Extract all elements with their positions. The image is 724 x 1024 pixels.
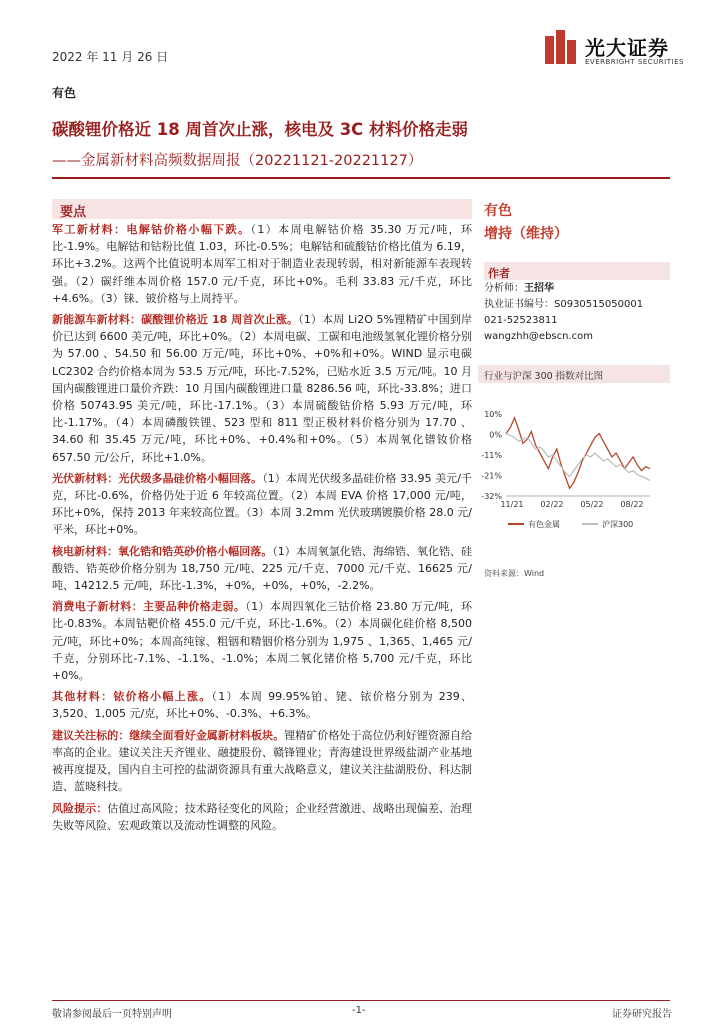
x-tick-label: 11/21 <box>500 500 524 509</box>
phone-number: 021-52523811 <box>484 315 558 326</box>
legend-label: 沪深300 <box>602 520 634 529</box>
index-comparison-chart <box>478 400 672 540</box>
chart-header <box>478 365 670 383</box>
author-heading: 作者 <box>488 267 510 280</box>
paragraph <box>52 543 472 595</box>
paragraph-text: （1）本周光伏级多晶硅价格 33.95 美元/千克，环比-0.6%，价格仍处于近 6 年较高位置。（2）本周 EVA 价格 17,000 元/吨，环比+0%，保持 2013 年来较高位置。（3）本周 3.2mm 光伏玻璃镀膜价格 28.0 元/平米，环比+0%。 <box>52 471 472 537</box>
chart-source: 资料来源：Wind <box>484 569 545 578</box>
paragraph-text: 估值过高风险；技术路径变化的风险；企业经营激进、战略出现偏差、治理失败等风险、宏观政策以及流动性调整的风险。 <box>52 801 473 832</box>
footer-divider <box>52 1000 670 1001</box>
analyst-name: 王招华 <box>524 283 554 294</box>
paragraph-lead: 消费电子新材料：主要品种价格走弱。 <box>52 600 246 614</box>
paragraph-text: （1）本周 99.95%铂、铑、铱价格分别为 239、3,520、1,005 元/克，环比+0%、-0.3%、+6.3%。 <box>52 690 472 721</box>
license-number: 执业证书编号：S0930515050001 <box>484 299 644 310</box>
paragraph <box>52 311 472 466</box>
y-tick-label: -32% <box>481 492 502 501</box>
x-tick-label: 02/22 <box>540 500 564 509</box>
logo-text-en: EVERBRIGHT SECURITIES <box>585 58 684 66</box>
paragraph <box>52 221 472 307</box>
email: wangzhh@ebscn.com <box>484 331 593 342</box>
paragraph-lead: 新能源车新材料：碳酸锂价格近 18 周首次止涨。 <box>52 313 299 327</box>
page-number: -1- <box>352 1005 366 1016</box>
paragraph-text: （1）本周 Li2O 5%锂精矿中国到岸价已达到 6600 美元/吨，环比+0%。（2）本周电碳、工碳和电池级氢氧化锂价格分别为 57.00 、54.50 和 56.00 万元/吨，环比+0%、+0%和+0%。WIND 显示电碳 LC2302 合约价格本周为 53.5 万元/吨，环比-7.52%，已贴水近 3.5 万元/吨。10 月国内碳酸锂进口量价齐跌：10 月国内碳酸锂进口量 8286.56 吨，环比-33.8%；进口价格 50743.95 美元/吨，环比-17.1%。（3）本周硫酸钴价格 5.93 万元/吨，环比-1.17%。（4）本周磷酸铁锂、523 型和 811 型正极材料价格分别为 17.70 、34.60 和 35.45 万元/吨，环比+0%、+0.4%和+0%。（5）本周氧化镨钕价格 657.50 元/公斤，环比+1.0%。 <box>52 313 472 464</box>
rating: 增持（维持） <box>484 226 568 242</box>
footer-disclaimer: 敬请参阅最后一页特别声明 <box>52 1009 172 1020</box>
industry-label: 有色 <box>52 86 77 100</box>
report-title: 碳酸锂价格近 18 周首次止涨，核电及 3C 材料价格走弱 <box>52 120 469 139</box>
paragraph <box>52 688 472 722</box>
paragraph-text: （1）本周氧氯化锆、海绵锆、氧化锆、硅酸锆、锆英砂价格分别为 18,750 元/吨、225 元/千克、7000 元/千克、16625 元/吨、14212.5 元/吨，环比-1.3%，+0%，+0%，+0%，-2.2%。 <box>52 544 472 593</box>
legend-label: 有色金属 <box>528 520 560 529</box>
author-header <box>484 262 670 280</box>
key-points-header <box>52 199 472 219</box>
paragraph-lead: 光伏新材料：光伏级多晶硅价格小幅回落。 <box>52 471 263 485</box>
analyst-label: 分析师： <box>484 283 524 294</box>
paragraph-text: 锂精矿价格处于高位仍利好锂资源自给率高的企业。建议关注天齐锂业、融捷股份、赣锋锂业；青海建设世界级盐湖产业基地被再度提及，国内自主可控的盐湖资源具有重大战略意义，建议关注盐湖股份、科达制造、蓝晓科技。 <box>52 728 473 794</box>
paragraph <box>52 598 472 684</box>
key-points-heading: 要点 <box>60 205 87 220</box>
x-tick-label: 05/22 <box>580 500 604 509</box>
paragraph-text: （1）本周四氧化三钴价格 23.80 万元/吨，环比-0.83%。本周钴靶价格 455.0 元/千克，环比-1.6%。（2）本周碳化硅价格 8,500 元/吨，环比+0%；本周高纯镓、粗铟和精铟价格分别为 1,975 、1,365、1,465 元/千克，分别环比-7.1%、-1.1%、-1.0%；本周二氧化锗价格 5,700 元/千克，环比+0%。 <box>52 600 473 683</box>
chart-heading: 行业与沪深 300 指数对比图 <box>484 371 604 382</box>
y-tick-label: -11% <box>481 451 502 460</box>
series-line <box>506 418 650 488</box>
paragraph-lead: 核电新材料：氧化锆和锆英砂价格小幅回落。 <box>52 544 273 558</box>
key-points-body <box>52 221 472 838</box>
paragraph-lead: 其他材料：铱价格小幅上涨。 <box>52 690 212 704</box>
logo-text-cn: 光大证券 <box>585 36 669 60</box>
report-date: 2022 年 11 月 26 日 <box>52 50 169 64</box>
paragraph-lead: 风险提示： <box>52 801 108 815</box>
everbright-logo-icon <box>545 30 579 68</box>
footer-report-type: 证券研究报告 <box>612 1009 672 1020</box>
x-tick-label: 08/22 <box>620 500 644 509</box>
paragraph-lead: 军工新材料：电解钴价格小幅下跌。 <box>52 223 251 236</box>
paragraph <box>52 470 472 539</box>
sidebar-industry: 有色 <box>484 203 512 219</box>
paragraph <box>52 800 472 834</box>
paragraph-text: （1）本周电解钴价格 35.30 万元/吨，环比-1.9%。电解钴和钴粉比值 1.03，环比-0.5%；电解钴和硫酸钴价格比值为 6.19，环比+3.2%。这两个比值说明本周军工相对于制造业表现转弱，相对新能源车表现转强。（2）碳纤维本周价格 157.0 元/千克，环比+0%。毛利 33.83 元/千克，环比+4.6%。（3）铼、铍价格与上周持平。 <box>52 223 472 305</box>
y-tick-label: -21% <box>481 471 502 481</box>
paragraph-lead: 建议关注标的：继续全面看好金属新材料板块。 <box>52 728 285 742</box>
analyst-line <box>484 281 643 297</box>
analyst-info <box>484 281 643 345</box>
paragraph <box>52 727 472 796</box>
report-subtitle: ——金属新材料高频数据周报（20221121-20221127） <box>52 153 423 169</box>
y-tick-label: 0% <box>489 430 502 440</box>
title-divider <box>52 177 670 179</box>
y-tick-label: 10% <box>484 410 502 419</box>
logo <box>545 28 695 74</box>
